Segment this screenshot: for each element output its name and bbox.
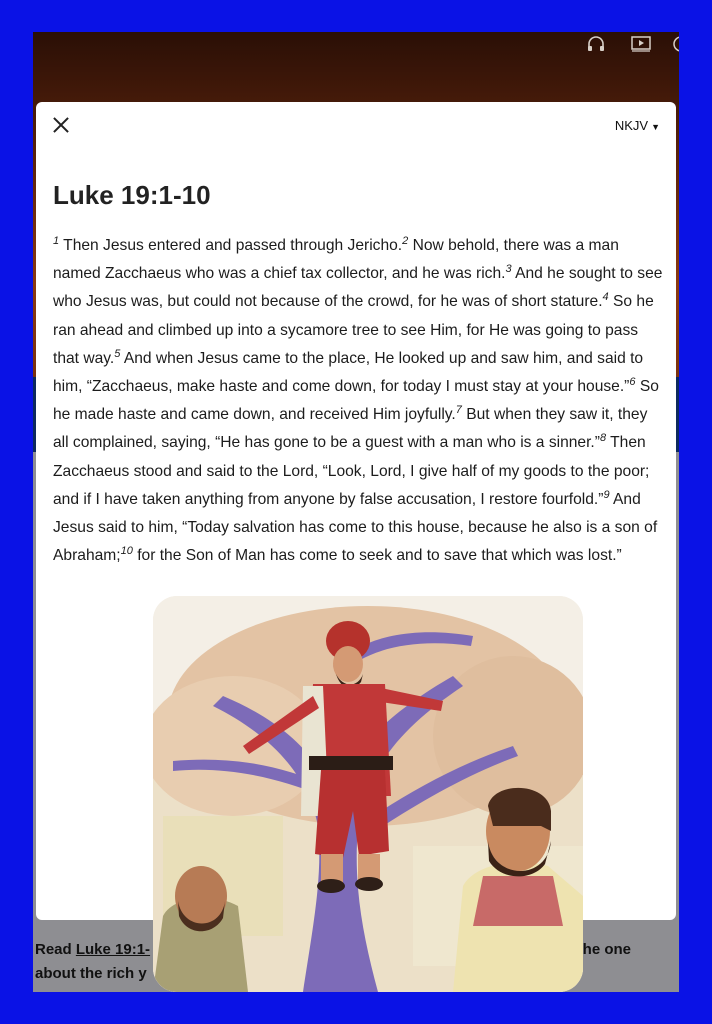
verse-number: 8 (599, 432, 607, 445)
verse-text: So he ran ahead and climbed up into a sycamore tree to see Him, for He was going to pass that way. (53, 293, 654, 367)
verse-text: But when they saw it, they all complained, saying, “He has gone to be a guest with a man who is a sinner.” (53, 406, 648, 452)
verse-text: Then Zacchaeus stood and said to the Lord, “Look, Lord, I give half of my goods to the poor; and if I have taken anything from anyone by false accusation, I restore fourfold.” (53, 434, 650, 508)
verse-text: And when Jesus came to the place, He looked up and saw him, and said to him, “Zacchaeus, make haste and come down, for today I must stay at your house.” (53, 349, 644, 396)
zacchaeus-illustration (153, 596, 583, 992)
verse-number: 3 (505, 263, 512, 276)
verse-number: 5 (114, 347, 121, 360)
background-passage-link[interactable]: Luke 19:1- (75, 941, 151, 958)
verse-text: And Jesus said to him, “Today salvation has come to this house, because he also is a son of Abraham; (53, 490, 658, 565)
verse-number: 6 (629, 375, 636, 388)
caret-down-icon: ▼ (651, 122, 660, 132)
verse-number: 10 (120, 545, 133, 558)
verse-text: Now behold, there was a man named Zacchaeus who was a chief tax collector, and he was rich. (53, 237, 619, 283)
info-icon[interactable] (673, 36, 679, 52)
verse-number: 4 (602, 291, 609, 304)
close-button[interactable] (50, 114, 72, 136)
verse-number: 7 (455, 404, 462, 417)
verse-text: Then Jesus entered and passed through Jericho. (59, 237, 403, 254)
verse-number: 1 (53, 234, 60, 247)
verse-number: 9 (603, 488, 610, 501)
passage-title: Luke 19:1-10 (53, 180, 211, 210)
verse-number: 2 (402, 234, 409, 247)
verse-text: for the Son of Man has come to seek and to save that which was lost.” (132, 547, 622, 565)
video-icon[interactable] (631, 36, 651, 52)
verse-text: And he sought to see who Jesus was, but could not because of the crowd, for he was of short stature. (53, 265, 663, 311)
verse-text: So he made haste and came down, and received Him joyfully. (53, 378, 659, 424)
headphones-icon[interactable] (587, 36, 607, 52)
passage-text (53, 232, 665, 570)
background-reading-text: Read Luke 19:1- he one about the rich y (35, 941, 631, 982)
version-selector[interactable]: NKJV ▼ (614, 118, 660, 133)
